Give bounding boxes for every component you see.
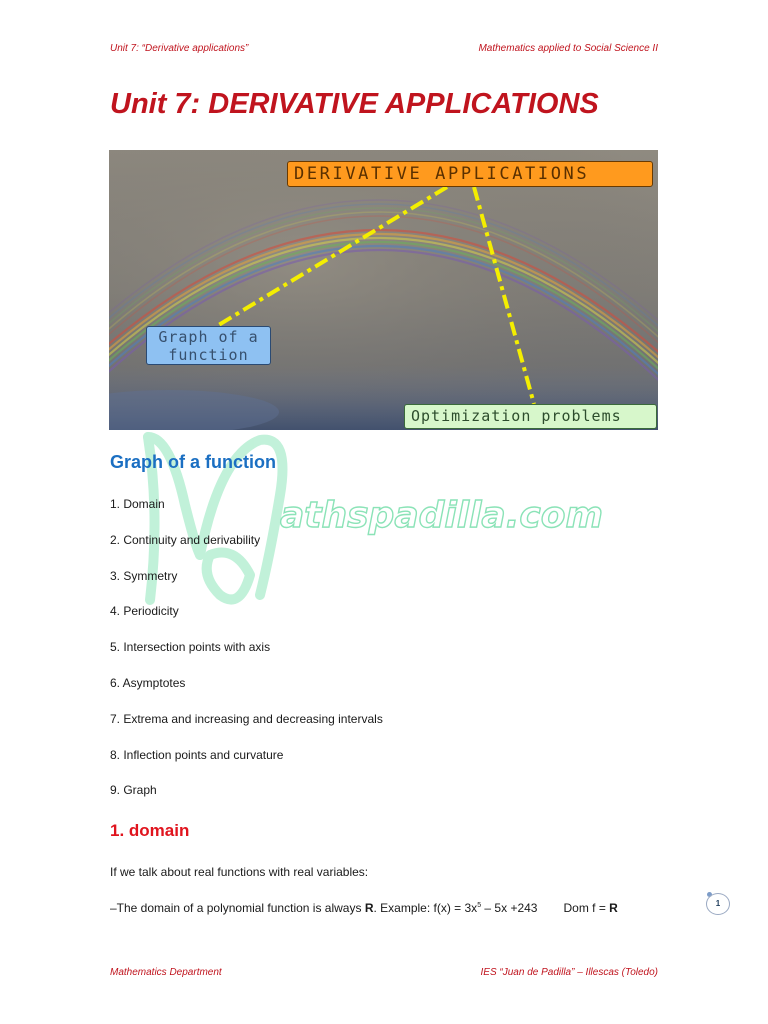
- list-item: 8. Inflection points and curvature: [110, 747, 284, 762]
- footer-school: IES “Juan de Padilla” – Illescas (Toledo): [480, 967, 658, 978]
- list-item: 4. Periodicity: [110, 604, 179, 619]
- graph-section-title: Graph of a function: [110, 452, 276, 472]
- poly-prefix-text: –The domain of a polynomial function is always: [110, 901, 365, 915]
- list-item: 7. Extrema and increasing and decreasing intervals: [110, 711, 383, 726]
- optimization-problems-label: Optimization problems: [404, 404, 657, 429]
- list-item: 1. Domain: [110, 497, 165, 511]
- watermark-text: athspadilla.com: [280, 495, 603, 536]
- list-item: 9. Graph: [110, 783, 157, 798]
- polynomial-domain-paragraph: [110, 901, 618, 915]
- header-unit-title: Unit 7: “Derivative applications”: [110, 43, 249, 54]
- graph-steps-list: [110, 497, 383, 819]
- derivative-applications-label: DERIVATIVE APPLICATIONS: [287, 161, 653, 187]
- poly-exponent: 5: [477, 902, 482, 909]
- dom-real-set-symbol: R: [609, 901, 618, 915]
- graph-of-function-label: Graph of a function: [146, 326, 271, 365]
- real-set-symbol: R: [364, 901, 374, 915]
- list-item: 5. Intersection points with axis: [110, 640, 271, 655]
- poly-example-text: . Example: f(x) = 3x: [373, 901, 478, 915]
- page-title: Unit 7: DERIVATIVE APPLICATIONS: [110, 88, 599, 120]
- list-item: 3. Symmetry: [110, 568, 178, 583]
- dom-prefix-text: Dom f =: [563, 901, 610, 915]
- domain-section-title: 1. domain: [110, 821, 190, 840]
- list-item: 6. Asymptotes: [110, 675, 186, 690]
- domain-intro-paragraph: If we talk about real functions with real variables:: [110, 865, 369, 879]
- poly-example-rest: – 5x +243: [481, 901, 538, 915]
- hero-concept-map: [109, 150, 658, 430]
- page-number-badge: 1: [706, 893, 730, 915]
- rainbow-sky-image: [109, 150, 658, 430]
- footer-department: Mathematics Department: [110, 967, 222, 978]
- list-item: 2. Continuity and derivability: [110, 532, 261, 547]
- header-course-title: Mathematics applied to Social Science II: [478, 43, 658, 54]
